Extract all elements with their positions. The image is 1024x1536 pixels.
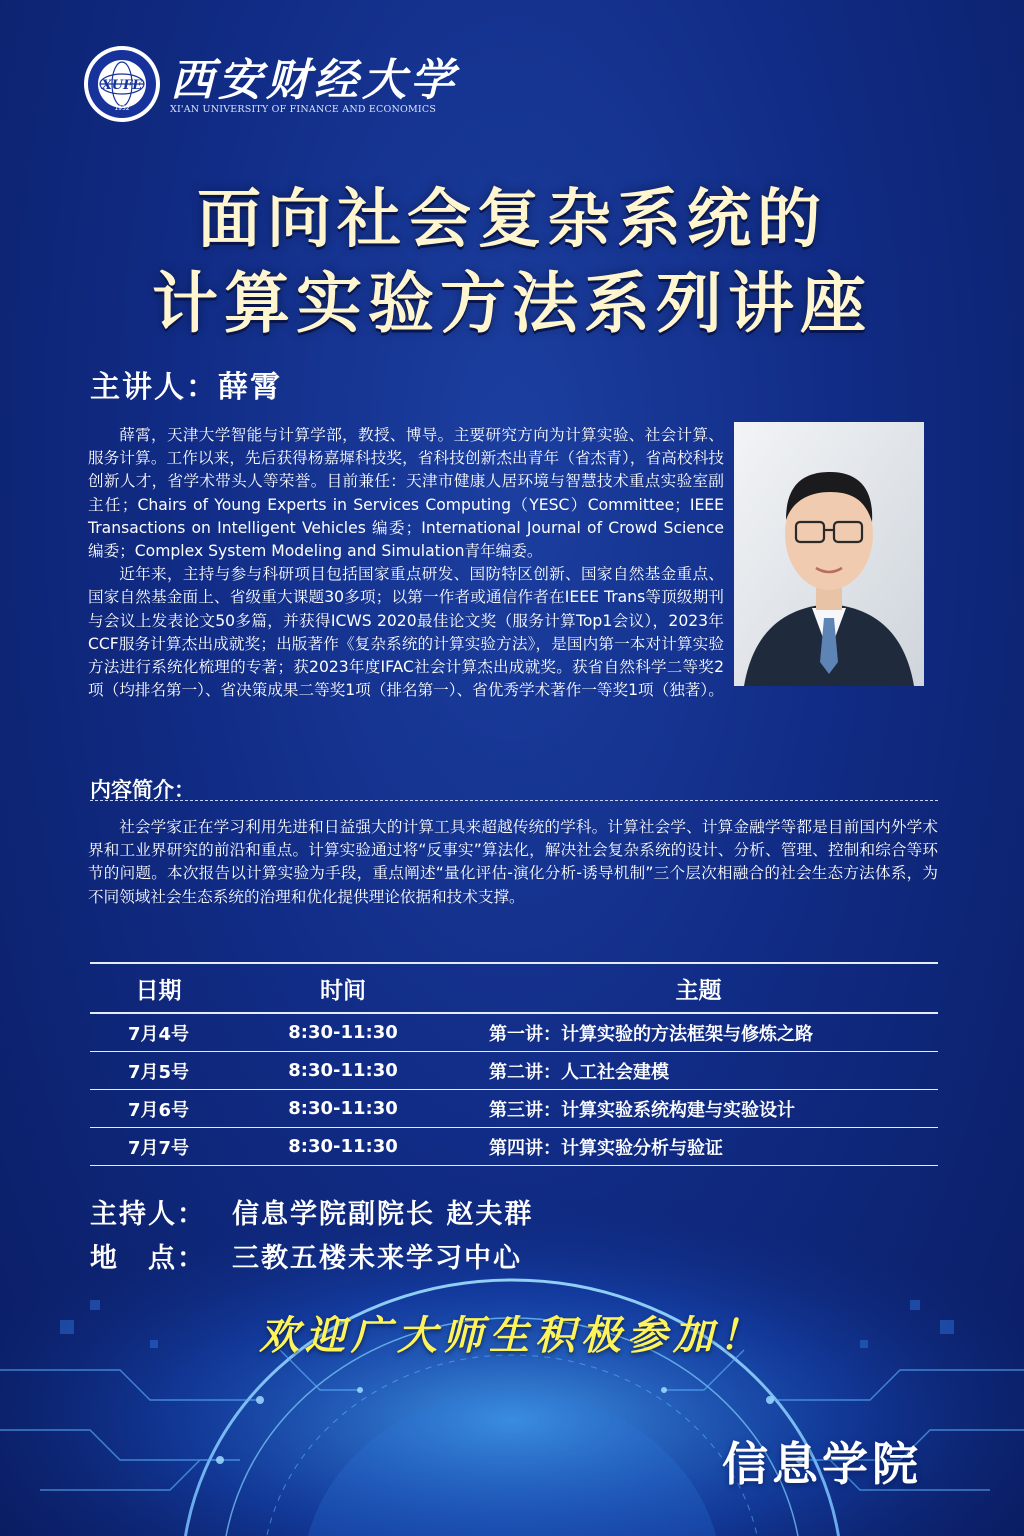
row-time: 8:30-11:30: [227, 1128, 459, 1166]
row-date: 7月7号: [90, 1128, 227, 1166]
intro-divider: [90, 800, 938, 801]
speaker-bio: [88, 424, 724, 702]
venue-value: 三教五楼未来学习中心: [232, 1243, 522, 1274]
row-topic: 第二讲：人工社会建模: [459, 1052, 938, 1090]
row-date: 7月6号: [90, 1090, 227, 1128]
row-time: 8:30-11:30: [227, 1090, 459, 1128]
seal-year: 1952: [114, 105, 130, 112]
row-date: 7月4号: [90, 1013, 227, 1052]
row-time: 8:30-11:30: [227, 1013, 459, 1052]
table-row: [90, 1052, 938, 1090]
university-name-cn: 西安财经大学: [170, 55, 458, 106]
speaker-portrait-photo: [734, 422, 924, 686]
row-topic: 第三讲：计算实验系统构建与实验设计: [459, 1090, 938, 1128]
venue-label: 地 点：: [90, 1243, 206, 1274]
welcome-slogan: 欢迎广大师生积极参加！: [259, 1312, 765, 1359]
bio-paragraph-1: 薛霄，天津大学智能与计算学部，教授、博导。主要研究方向为计算实验、社会计算、服务计算。工作以来，先后获得杨嘉墀科技奖，省科技创新杰出青年（省杰青），省高校科技创新人才，省学术带头人等荣誉。目前兼任：天津市健康人居环境与智慧技术重点实验室副主任；Chairs of Young Experts in Services Computing（YESC）Committee；IEEE Transactions on Intelligent Vehicles 编委；International Journal of Crowd Science 编委；Complex System Modeling and Simulation青年编委。: [88, 426, 724, 561]
host-value: 信息学院副院长 赵夫群: [232, 1199, 534, 1230]
university-seal-logo: [82, 44, 162, 124]
table-row: [90, 1013, 938, 1052]
header-topic: 主题: [459, 963, 938, 1013]
host-label: 主持人：: [90, 1199, 206, 1230]
header-date: 日期: [90, 963, 227, 1013]
seal-text: XUFE: [101, 78, 143, 93]
speaker-heading: 主讲人：薛霄: [90, 370, 282, 405]
venue-line: [90, 1236, 522, 1275]
bio-paragraph-2: 近年来，主持与参与科研项目包括国家重点研发、国防特区创新、国家自然基金重点、国家自然基金面上、省级重大课题30多项；以第一作者或通信作者在IEEE Trans等顶级期刊与会议上发表论文50多篇，并获得ICWS 2020最佳论文奖（服务计算Top1会议），2023年CCF服务计算杰出成就奖；出版著作《复杂系统的计算实验方法》，是国内第一本对计算实验方法进行系统化梳理的专著；获2023年度IFAC社会计算杰出成就奖。获省自然科学二等奖2项（均排名第一）、省决策成果二等奖1项（排名第一）、省优秀学术著作一等奖1项（独著）。: [88, 565, 724, 700]
organizer-name: 信息学院: [722, 1437, 922, 1491]
intro-paragraph: 社会学家正在学习利用先进和日益强大的计算工具来超越传统的学科。计算社会学、计算金融学等都是目前国内外学术界和工业界研究的前沿和重点。计算实验通过将“反事实”算法化，解决社会复杂系统的设计、分析、管理、控制和综合等环节的问题。本次报告以计算实验为手段，重点阐述“量化评估-演化分析-诱导机制”三个层次相融合的社会生态方法体系，为不同领域社会生态系统的治理和优化提供理论依据和技术支撑。: [88, 818, 938, 906]
row-topic: 第四讲：计算实验分析与验证: [459, 1128, 938, 1166]
row-time: 8:30-11:30: [227, 1052, 459, 1090]
schedule-header-row: [90, 963, 938, 1013]
poster-title-line1: 面向社会复杂系统的: [197, 183, 827, 257]
intro-heading: 内容简介：: [90, 778, 195, 802]
table-row: [90, 1090, 938, 1128]
row-date: 7月5号: [90, 1052, 227, 1090]
host-line: [90, 1192, 533, 1231]
university-name-en: XI'AN UNIVERSITY OF FINANCE AND ECONOMICS: [170, 104, 437, 115]
table-row: [90, 1128, 938, 1166]
header-time: 时间: [227, 963, 459, 1013]
schedule-table: [90, 962, 938, 1166]
row-topic: 第一讲：计算实验的方法框架与修炼之路: [459, 1013, 938, 1052]
poster-title-line2: 计算实验方法系列讲座: [152, 265, 872, 342]
intro-text: [88, 816, 938, 909]
